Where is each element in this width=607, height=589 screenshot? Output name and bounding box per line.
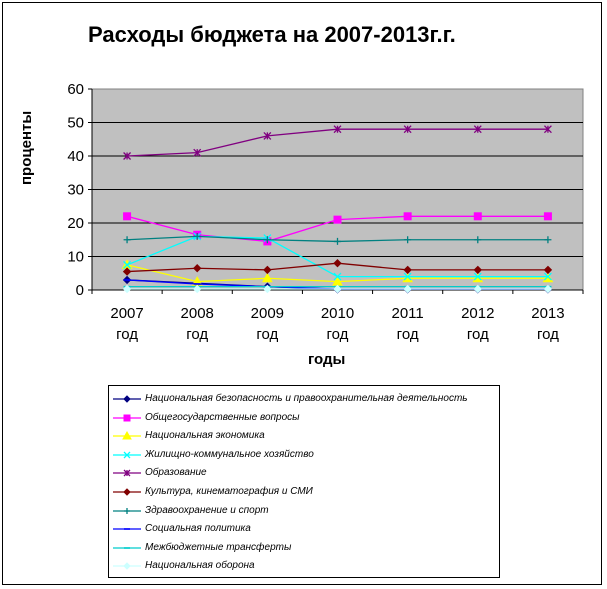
- legend-swatch: [113, 524, 141, 534]
- y-tick-label: 20: [67, 215, 84, 232]
- legend-item: [109, 390, 499, 408]
- legend-label: Межбюджетные трансферты: [145, 541, 292, 553]
- legend-swatch: [113, 561, 141, 571]
- x-tick-label: 2008: [180, 305, 214, 322]
- y-tick-label: 40: [67, 148, 84, 165]
- x-tick-label-unit: год: [536, 326, 559, 343]
- legend-label: Национальная безопасность и правоохранительная деятельность: [145, 393, 468, 404]
- legend-label: Социальная политика: [145, 523, 251, 535]
- data-point: [404, 213, 411, 220]
- data-point: [124, 563, 130, 569]
- legend-swatch: [113, 394, 141, 404]
- legend-item: [109, 427, 499, 445]
- chart-title: Расходы бюджета на 2007-2013г.г.: [88, 22, 456, 47]
- legend-label: Жилищно-коммунальное хозяйство: [145, 448, 314, 460]
- legend-swatch: [113, 468, 141, 478]
- legend-item: [109, 464, 499, 482]
- legend-swatch: [113, 487, 141, 497]
- legend-item: [109, 557, 499, 575]
- legend-label: Национальная экономика: [145, 430, 265, 442]
- legend-swatch: [113, 413, 141, 423]
- data-point: [474, 213, 481, 220]
- legend-label: Национальная оборона: [145, 560, 255, 572]
- x-axis-label: годы: [308, 351, 346, 368]
- data-point: [124, 213, 131, 220]
- x-tick-label: 2013: [531, 305, 565, 322]
- legend-item: [109, 409, 499, 427]
- x-tick-label: 2009: [250, 305, 285, 322]
- x-tick-label-unit: год: [396, 326, 419, 343]
- y-axis-label: проценты: [18, 110, 35, 185]
- legend-swatch: [113, 506, 141, 516]
- data-point: [124, 508, 130, 514]
- y-tick-label: 10: [67, 248, 84, 266]
- data-point: [334, 216, 341, 223]
- legend-item: [109, 483, 499, 501]
- x-tick-label: 2012: [461, 305, 495, 322]
- y-tick-label: 30: [67, 181, 84, 199]
- x-tick-label: 2011: [391, 305, 424, 322]
- x-tick-labels: [92, 290, 583, 343]
- legend-swatch: [113, 543, 141, 553]
- data-point: [124, 396, 130, 402]
- legend-label: Общегосударственные вопросы: [145, 411, 300, 423]
- legend-item: [109, 446, 499, 464]
- x-tick-label-unit: год: [256, 326, 279, 343]
- legend: [108, 385, 500, 578]
- y-tick-label: 50: [67, 114, 84, 132]
- x-tick-label: 2007: [110, 305, 144, 322]
- data-point: [124, 415, 130, 421]
- x-tick-label-unit: год: [466, 326, 489, 343]
- data-point: [124, 489, 130, 495]
- x-tick-label-unit: год: [326, 326, 349, 343]
- y-tick-label: 0: [75, 282, 84, 299]
- data-point: [544, 213, 551, 220]
- legend-swatch: [113, 450, 141, 460]
- legend-item: [109, 502, 499, 520]
- y-tick-label: 60: [67, 81, 84, 98]
- legend-label: Образование: [145, 467, 207, 479]
- x-tick-label-unit: год: [186, 326, 209, 343]
- legend-label: Здравоохранение и спорт: [145, 504, 269, 516]
- legend-item: [109, 539, 499, 557]
- x-tick-label: 2010: [320, 305, 355, 322]
- legend-swatch: [113, 431, 141, 441]
- x-tick-label-unit: год: [116, 326, 139, 343]
- legend-label: Культура, кинематография и СМИ: [145, 486, 313, 497]
- legend-item: [109, 520, 499, 538]
